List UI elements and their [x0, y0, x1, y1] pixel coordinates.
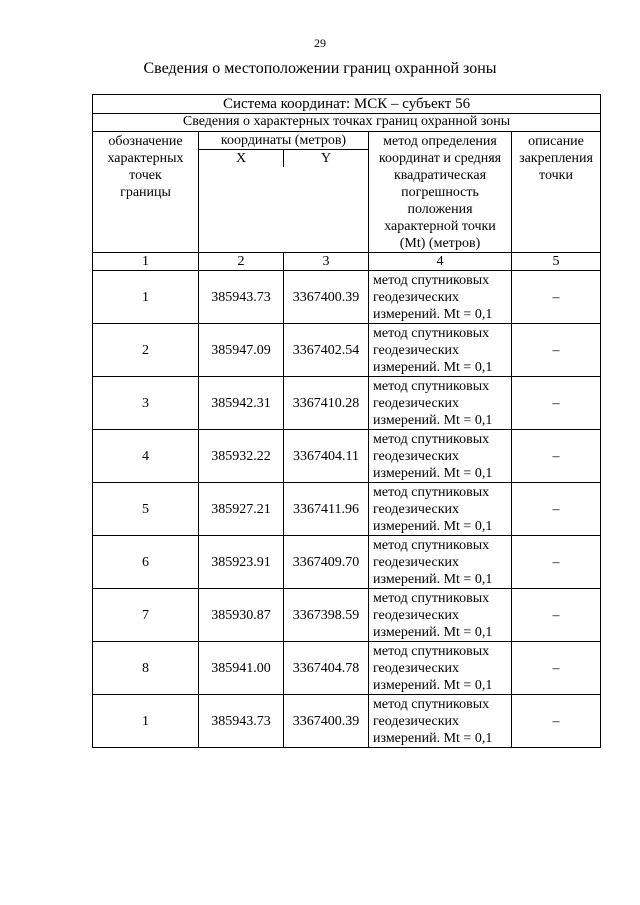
header-coordinates	[199, 132, 369, 253]
point-number-cell: 8	[93, 642, 199, 695]
method-cell: метод спутниковых геодезических измерений. Mt = 0,1	[369, 589, 512, 642]
table-row	[93, 695, 601, 748]
table-header-row	[93, 132, 601, 253]
description-cell: –	[512, 430, 601, 483]
header-description: описание закрепления точки	[512, 132, 601, 253]
column-number: 5	[512, 253, 601, 271]
y-coordinate-cell: 3367400.39	[284, 271, 369, 324]
table-row	[93, 642, 601, 695]
header-point-designation: обозначение характерных точек границы	[93, 132, 199, 253]
y-coordinate-cell: 3367410.28	[284, 377, 369, 430]
method-cell: метод спутниковых геодезических измерений. Mt = 0,1	[369, 271, 512, 324]
point-number-cell: 4	[93, 430, 199, 483]
method-cell: метод спутниковых геодезических измерений. Mt = 0,1	[369, 483, 512, 536]
column-number: 1	[93, 253, 199, 271]
boundary-points-table	[92, 94, 601, 748]
point-number-cell: 3	[93, 377, 199, 430]
table-row	[93, 324, 601, 377]
column-number-row	[93, 253, 601, 271]
y-coordinate-cell: 3367411.96	[284, 483, 369, 536]
table-row	[93, 271, 601, 324]
y-coordinate-cell: 3367404.78	[284, 642, 369, 695]
method-cell: метод спутниковых геодезических измерений. Mt = 0,1	[369, 324, 512, 377]
description-cell: –	[512, 271, 601, 324]
description-cell: –	[512, 642, 601, 695]
y-coordinate-cell: 3367409.70	[284, 536, 369, 589]
y-coordinate-cell: 3367402.54	[284, 324, 369, 377]
method-cell: метод спутниковых геодезических измерений. Mt = 0,1	[369, 536, 512, 589]
table-row	[93, 483, 601, 536]
document-title: Сведения о местоположении границ охранной зоны	[143, 60, 497, 77]
x-coordinate-cell: 385947.09	[199, 324, 284, 377]
x-coordinate-cell: 385927.21	[199, 483, 284, 536]
method-cell: метод спутниковых геодезических измерений. Mt = 0,1	[369, 430, 512, 483]
table-row	[93, 536, 601, 589]
description-cell: –	[512, 589, 601, 642]
point-number-cell: 1	[93, 271, 199, 324]
x-coordinate-cell: 385943.73	[199, 271, 284, 324]
x-coordinate-cell: 385941.00	[199, 642, 284, 695]
column-number: 3	[284, 253, 369, 271]
column-number: 2	[199, 253, 284, 271]
table-subtitle-cell: Сведения о характерных точках границ охранной зоны	[93, 114, 601, 132]
y-coordinate-cell: 3367398.59	[284, 589, 369, 642]
point-number-cell: 7	[93, 589, 199, 642]
page-number: 29	[314, 36, 326, 50]
y-coordinate-cell: 3367400.39	[284, 695, 369, 748]
x-coordinate-cell: 385930.87	[199, 589, 284, 642]
point-number-cell: 1	[93, 695, 199, 748]
method-cell: метод спутниковых геодезических измерений. Mt = 0,1	[369, 695, 512, 748]
coordinate-system-cell: Система координат: МСК – субъект 56	[93, 95, 601, 114]
table-row	[93, 430, 601, 483]
table-row	[93, 377, 601, 430]
table-row	[93, 589, 601, 642]
header-x: X	[199, 150, 284, 167]
x-coordinate-cell: 385923.91	[199, 536, 284, 589]
header-coordinates-label: координаты (метров)	[199, 133, 368, 150]
x-coordinate-cell: 385942.31	[199, 377, 284, 430]
y-coordinate-cell: 3367404.11	[284, 430, 369, 483]
header-method: метод определения координат и средняя квадратическая погрешность положения характерной точки (Mt) (метров)	[369, 132, 512, 253]
description-cell: –	[512, 324, 601, 377]
x-coordinate-cell: 385932.22	[199, 430, 284, 483]
x-coordinate-cell: 385943.73	[199, 695, 284, 748]
point-number-cell: 6	[93, 536, 199, 589]
description-cell: –	[512, 377, 601, 430]
description-cell: –	[512, 483, 601, 536]
method-cell: метод спутниковых геодезических измерений. Mt = 0,1	[369, 642, 512, 695]
column-number: 4	[369, 253, 512, 271]
description-cell: –	[512, 695, 601, 748]
point-number-cell: 5	[93, 483, 199, 536]
header-y: Y	[320, 151, 332, 166]
method-cell: метод спутниковых геодезических измерений. Mt = 0,1	[369, 377, 512, 430]
point-number-cell: 2	[93, 324, 199, 377]
table-body	[93, 271, 601, 748]
description-cell: –	[512, 536, 601, 589]
